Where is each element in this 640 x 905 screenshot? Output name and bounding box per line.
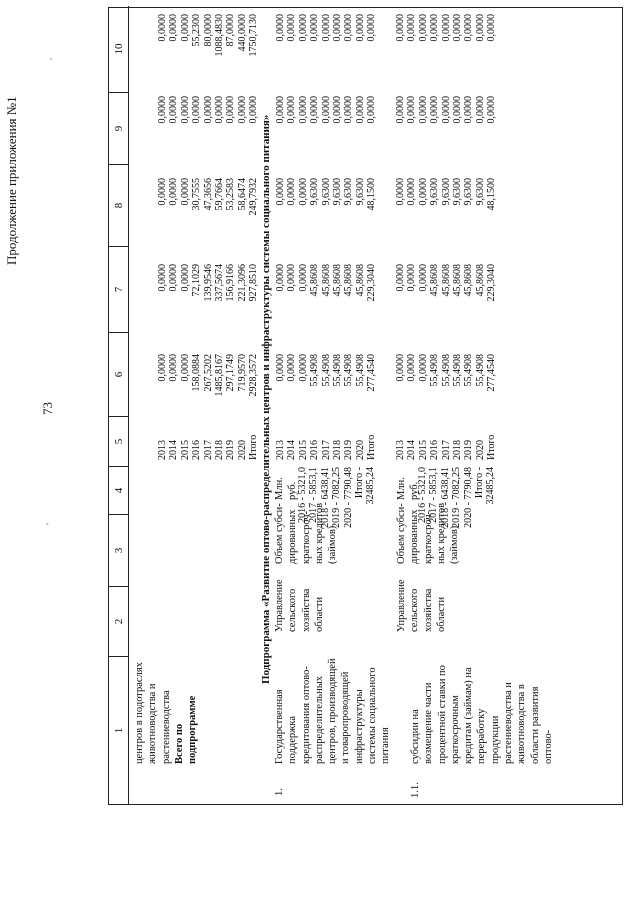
text-line: 2019 - 7082,25	[451, 467, 463, 528]
text-line: 0,0000	[191, 96, 203, 124]
text-line: 2016 - 5321,0	[417, 467, 428, 523]
row1-col10	[275, 96, 378, 156]
text-line: 2928,3572	[248, 354, 260, 397]
text-line: 0,0000	[463, 96, 475, 124]
top-col9	[157, 178, 260, 238]
text-line: 0,0000	[366, 96, 378, 124]
top-col11	[157, 14, 260, 84]
text-line: 2015	[297, 440, 309, 460]
text-line: 0,0000	[343, 14, 355, 42]
text-line: 1750,7130	[248, 14, 260, 57]
text-line: 0,0000	[332, 14, 344, 42]
text-line: 0,0000	[320, 14, 332, 42]
text-line: 45,8608	[320, 264, 332, 297]
row11-col11	[395, 14, 498, 84]
text-line: 0,0000	[417, 354, 429, 382]
text-line: 9,6300	[474, 178, 486, 206]
text-line: 2015	[417, 440, 429, 460]
text-line: 0,0000	[452, 96, 464, 124]
text-line: 0,0000	[343, 96, 355, 124]
text-line: 0,0000	[286, 14, 298, 42]
top-col10	[157, 96, 260, 156]
subprogram-title: Подпрограмма «Развитие оптово-распределительных центров и инфраструктуры системы социального питания»	[260, 114, 272, 684]
text-line: 139,9546	[202, 264, 214, 302]
text-line: 0,0000	[395, 264, 406, 292]
text-line: процентной ставки по	[436, 665, 448, 764]
text-line: 30,7555	[191, 178, 203, 211]
text-line: 9,6300	[463, 178, 475, 206]
text-line: поддержка	[287, 715, 299, 764]
document-title: Продолжение приложения №1	[4, 96, 19, 265]
text-line: 158,0884	[191, 354, 203, 392]
header-cell-4: 4	[109, 466, 129, 514]
text-line: 0,0000	[309, 14, 321, 42]
text-line: 55,4908	[343, 354, 355, 387]
text-line: сельского	[287, 588, 299, 632]
text-line: 0,0000	[406, 14, 418, 42]
text-line: 229,3040	[486, 264, 498, 302]
text-line: 0,0000	[440, 96, 452, 124]
text-line: сельского	[409, 588, 421, 632]
text-line: 0,0000	[157, 354, 168, 382]
row1-unit	[273, 477, 300, 500]
text-line: 0,0000	[297, 178, 309, 206]
text-line: инфраструктуры	[353, 689, 365, 764]
row1-targets	[297, 467, 377, 559]
row1-col11	[275, 14, 378, 84]
text-line: 55,4908	[332, 354, 344, 387]
text-line: 0,0000	[275, 14, 286, 42]
text-line: 9,6300	[429, 178, 441, 206]
text-line: 0,0000	[354, 96, 366, 124]
page-header	[0, 0, 80, 905]
text-line: руб.	[409, 481, 421, 500]
text-line: 0,0000	[332, 96, 344, 124]
text-line: распределительных	[313, 675, 325, 764]
text-line: 59,7664	[214, 178, 226, 211]
row11-col8	[395, 264, 498, 324]
text-line: 0,0000	[248, 96, 260, 124]
text-line: центров в подотраслях	[134, 662, 145, 764]
text-line: 0,0000	[474, 96, 486, 124]
text-line: 0,0000	[275, 178, 286, 206]
text-line: 0,0000	[309, 96, 321, 124]
text-line: 72,1029	[191, 264, 203, 297]
text-line: 0,0000	[179, 354, 191, 382]
text-line: хозяйства	[422, 588, 434, 632]
text-line: подпрограмме	[187, 695, 199, 764]
text-line: 2017 - 5853,1	[308, 467, 320, 523]
top-col7	[157, 354, 260, 414]
text-line: 0,0000	[225, 96, 237, 124]
text-line: 0,0000	[297, 264, 309, 292]
text-line: 55,4908	[309, 354, 321, 387]
text-line: 0,0000	[463, 14, 475, 42]
text-line: 2016	[429, 440, 441, 460]
total-label	[173, 696, 200, 764]
text-line: 0,0000	[354, 14, 366, 42]
text-line: краткосроч-	[300, 510, 312, 564]
text-line: 2020 - 7790,48	[342, 467, 354, 528]
text-line: центров, производящей	[327, 658, 339, 764]
text-line: 2018	[332, 440, 344, 460]
text-line: Итого	[248, 434, 260, 460]
text-line: 9,6300	[332, 178, 344, 206]
text-line: 55,2300	[191, 14, 203, 47]
text-line: 0,0000	[286, 354, 298, 382]
text-line: 229,3040	[366, 264, 378, 302]
row1-number: 1.	[274, 788, 285, 796]
row1-executor	[273, 579, 326, 632]
text-line: 0,0000	[286, 96, 298, 124]
text-line: 0,0000	[168, 14, 180, 42]
text-line: 0,0000	[275, 96, 286, 124]
text-line: 9,6300	[452, 178, 464, 206]
text-line: 45,8608	[440, 264, 452, 297]
text-line: Итого	[366, 434, 378, 460]
text-line: 0,0000	[168, 96, 180, 124]
row11-col7	[395, 354, 498, 414]
row1-years	[275, 435, 378, 460]
row11-targets	[417, 467, 497, 559]
text-line: Млн.	[396, 477, 407, 500]
text-line: руб.	[287, 481, 299, 500]
text-line: 0,0000	[406, 178, 418, 206]
text-line: 0,0000	[406, 264, 418, 292]
text-line: 0,0000	[179, 178, 191, 206]
text-line: Всего по	[174, 723, 185, 764]
text-line: области	[313, 596, 325, 632]
text-line: растениеводства	[160, 690, 172, 764]
text-line: 0,0000	[417, 264, 429, 292]
text-line: ных кредитов	[435, 502, 447, 564]
text-line: 2020	[236, 440, 248, 460]
text-line: 45,8608	[343, 264, 355, 297]
page-number: 73	[40, 402, 55, 415]
text-line: 2017	[202, 440, 214, 460]
text-line: 2013	[395, 440, 406, 460]
row1-col7	[275, 354, 378, 414]
text-line: 0,0000	[486, 14, 498, 42]
text-line: 0,0000	[168, 264, 180, 292]
header-cell-8: 8	[109, 164, 129, 246]
text-line: 0,0000	[429, 96, 441, 124]
text-line: возмещение части	[423, 682, 435, 764]
text-line: растениеводства и	[503, 682, 515, 764]
header-cell-9: 9	[109, 92, 129, 164]
row1-name	[273, 658, 393, 764]
text-line: 1088,4830	[214, 14, 226, 57]
text-line: Млн.	[274, 477, 285, 500]
text-line: 2016 - 5321,0	[297, 467, 308, 523]
text-line: 2014	[286, 440, 298, 460]
text-line: 0,0000	[286, 264, 298, 292]
text-line: 45,8608	[429, 264, 441, 297]
text-line: 0,0000	[417, 178, 429, 206]
text-line: 2016	[309, 440, 321, 460]
text-line: Управление	[274, 579, 285, 632]
text-line: 0,0000	[179, 264, 191, 292]
text-line: 2013	[157, 440, 168, 460]
text-line: Государственная	[274, 689, 285, 764]
text-line: 2020 - 7790,48	[462, 467, 474, 528]
text-line: 156,9166	[225, 264, 237, 302]
scan-dot: '	[44, 523, 56, 525]
text-line: кредитования оптово-	[300, 666, 312, 764]
text-line: 2017 - 5853,1	[428, 467, 440, 523]
text-line: хозяйства	[300, 588, 312, 632]
text-line: 267,5202	[202, 354, 214, 392]
row11-years	[395, 435, 498, 460]
text-line: 55,4908	[429, 354, 441, 387]
text-line: 277,4540	[366, 354, 378, 392]
text-line: 0,0000	[395, 354, 406, 382]
text-line: 2019	[225, 440, 237, 460]
text-line: 2020	[474, 440, 486, 460]
text-line: 55,4908	[474, 354, 486, 387]
text-line: 0,0000	[486, 96, 498, 124]
text-line: 0,0000	[417, 96, 429, 124]
row1-col9	[275, 178, 378, 238]
text-line: 2018	[452, 440, 464, 460]
text-line: 0,0000	[452, 14, 464, 42]
text-line: 55,4908	[440, 354, 452, 387]
row11-col9	[395, 178, 498, 238]
text-line: 249,7932	[248, 178, 260, 216]
text-line: 0,0000	[395, 14, 406, 42]
text-line: 0,0000	[417, 14, 429, 42]
text-line: 0,0000	[297, 354, 309, 382]
text-line: Объем субси-	[396, 503, 407, 564]
text-line: 277,4540	[486, 354, 498, 392]
text-line: 0,0000	[179, 14, 191, 42]
text-line: 2017	[320, 440, 332, 460]
text-line: Итого -	[474, 467, 486, 499]
text-line: 0,0000	[406, 96, 418, 124]
text-line: 47,3656	[202, 178, 214, 211]
text-line: 0,0000	[440, 14, 452, 42]
text-line: 0,0000	[429, 14, 441, 42]
text-line: 0,0000	[236, 96, 248, 124]
text-line: 0,0000	[395, 96, 406, 124]
text-line: переработку	[476, 708, 488, 764]
text-line: 45,8608	[332, 264, 344, 297]
text-line: 2016	[191, 440, 203, 460]
text-line: животноводства в	[516, 684, 528, 764]
row11-number: 1.1.	[410, 782, 421, 798]
row11-col10	[395, 96, 498, 156]
text-line: 0,0000	[157, 178, 168, 206]
text-line: 0,0000	[168, 178, 180, 206]
text-line: 48,1500	[366, 178, 378, 211]
text-line: 45,8608	[309, 264, 321, 297]
text-line: 0,0000	[168, 354, 180, 382]
text-line: 53,2583	[225, 178, 237, 211]
text-line: и товаропроводящей	[340, 671, 352, 764]
text-line: 0,0000	[395, 178, 406, 206]
text-line: дированных	[287, 509, 299, 564]
scan-dot: '	[48, 58, 60, 60]
text-line: 221,3096	[236, 264, 248, 302]
header-cell-6: 6	[109, 332, 129, 416]
text-line: ных кредитов	[313, 502, 325, 564]
text-line: Итого	[486, 434, 498, 460]
text-line: 0,0000	[406, 354, 418, 382]
text-line: 80,0000	[202, 14, 214, 47]
header-cell-1: 1	[109, 656, 129, 804]
text-line: 55,4908	[320, 354, 332, 387]
text-line: 48,1500	[486, 178, 498, 211]
text-line: 0,0000	[286, 178, 298, 206]
top-years	[157, 435, 260, 460]
header-cell-5: 5	[109, 416, 129, 466]
text-line: 2017	[440, 440, 452, 460]
text-line: субсидии на	[410, 709, 421, 764]
text-line: 87,0000	[225, 14, 237, 47]
row1-col8	[275, 264, 378, 324]
text-line: области развития	[529, 686, 541, 764]
text-line: 337,5674	[214, 264, 226, 302]
text-line: 0,0000	[320, 96, 332, 124]
text-line: 45,8608	[463, 264, 475, 297]
text-line: 0,0000	[157, 96, 168, 124]
text-line: 2014	[406, 440, 418, 460]
text-line: 45,8608	[474, 264, 486, 297]
text-line: 440,0000	[236, 14, 248, 52]
text-line: 2020	[354, 440, 366, 460]
text-line: 0,0000	[297, 14, 309, 42]
top-block-label	[133, 662, 173, 764]
text-line: 2018	[214, 440, 226, 460]
row11-name	[409, 665, 555, 764]
text-line: 719,9570	[236, 354, 248, 392]
text-line: 927,8510	[248, 264, 260, 302]
text-line: 45,8608	[452, 264, 464, 297]
header-cell-2: 2	[109, 586, 129, 656]
text-line: 0,0000	[214, 96, 226, 124]
text-line: 0,0000	[366, 14, 378, 42]
text-line: системы социального	[367, 667, 379, 764]
top-col8	[157, 264, 260, 324]
text-line: кредитам (займам) на	[463, 667, 475, 764]
text-line: (займов)	[449, 525, 461, 564]
text-line: 0,0000	[297, 96, 309, 124]
text-line: 0,0000	[474, 14, 486, 42]
text-line: 0,0000	[202, 96, 214, 124]
header-cell-3: 3	[109, 514, 129, 586]
header-cell-10: 10	[109, 6, 129, 92]
text-line: питания	[380, 727, 392, 764]
header-cell-7: 7	[109, 246, 129, 332]
text-line: (займов)	[327, 525, 339, 564]
text-line: 2015	[179, 440, 191, 460]
text-line: 0,0000	[157, 264, 168, 292]
text-line: 9,6300	[320, 178, 332, 206]
text-line: 2013	[275, 440, 286, 460]
text-line: 2018 - 6438,41	[439, 467, 451, 528]
text-line: продукции	[489, 715, 501, 764]
text-line: 2019 - 7082,25	[331, 467, 343, 528]
text-line: области	[435, 596, 447, 632]
text-line: 32485,24	[485, 467, 497, 505]
text-line: 9,6300	[440, 178, 452, 206]
text-line: 55,4908	[354, 354, 366, 387]
text-line: Управление	[396, 579, 407, 632]
text-line: Объем субси-	[274, 503, 285, 564]
text-line: 9,6300	[309, 178, 321, 206]
text-line: дированных	[409, 509, 421, 564]
text-line: 2014	[168, 440, 180, 460]
text-line: Итого -	[354, 467, 366, 499]
text-line: 1485,8167	[214, 354, 226, 397]
text-line: краткосрочным	[449, 695, 461, 764]
text-line: 0,0000	[179, 96, 191, 124]
text-line: 0,0000	[157, 14, 168, 42]
text-line: 58,6474	[236, 178, 248, 211]
text-line: 0,0000	[275, 354, 286, 382]
text-line: 9,6300	[343, 178, 355, 206]
text-line: 297,1749	[225, 354, 237, 392]
text-line: оптово-	[542, 729, 554, 764]
text-line: животноводства и	[147, 683, 159, 764]
text-line: 9,6300	[354, 178, 366, 206]
text-line: 55,4908	[452, 354, 464, 387]
program-table	[108, 7, 623, 805]
text-line: 32485,24	[365, 467, 377, 505]
row11-executor	[395, 579, 448, 632]
text-line: 2019	[463, 440, 475, 460]
text-line: краткосроч-	[422, 510, 434, 564]
text-line: 55,4908	[463, 354, 475, 387]
text-line: 2019	[343, 440, 355, 460]
text-line: 0,0000	[275, 264, 286, 292]
text-line: 45,8608	[354, 264, 366, 297]
text-line: 2018 - 6438,41	[319, 467, 331, 528]
